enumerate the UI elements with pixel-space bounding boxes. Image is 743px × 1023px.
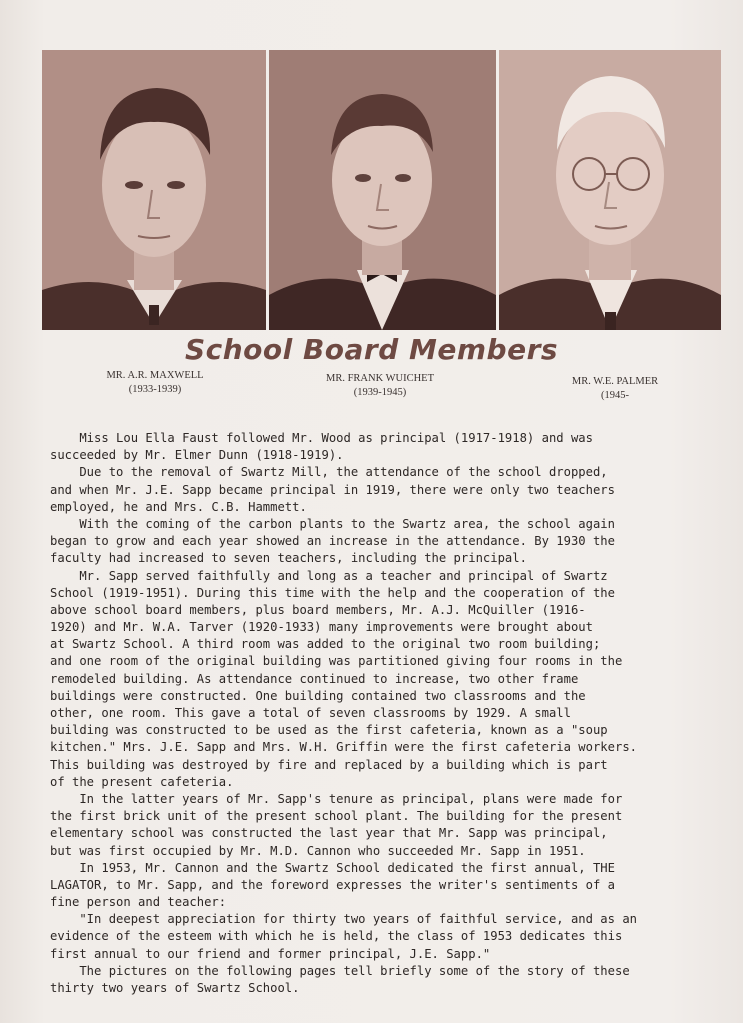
- member-years: (1939-1945): [353, 387, 407, 398]
- text-line: evidence of the esteem with which he is held, the class of 1953 dedicates this: [50, 929, 623, 944]
- member-name: MR. W.E. PALMER: [571, 376, 659, 387]
- caption-member-2: [300, 372, 460, 400]
- text-line: faculty had increased to seven teachers, including the principal.: [50, 551, 527, 566]
- text-line: Mr. Sapp served faithfully and long as a teacher and principal of Swartz: [50, 568, 608, 583]
- text-line: building was constructed to be used as the first cafeteria, known as a "soup: [50, 723, 608, 738]
- text-line: began to grow and each year showed an increase in the attendance. By 1930 the: [50, 534, 615, 549]
- text-line: and when Mr. J.E. Sapp became principal in 1919, there were only two teachers: [50, 482, 615, 497]
- member-name: MR. A.R. MAXWELL: [106, 370, 204, 381]
- text-line: other, one room. This gave a total of seven classrooms by 1929. A small: [50, 706, 571, 720]
- history-text: [50, 430, 715, 997]
- caption-member-3: [540, 375, 690, 403]
- text-line: the first brick unit of the present school plant. The building for the present: [50, 809, 623, 824]
- member-name: MR. FRANK WUICHET: [325, 373, 435, 384]
- text-line: and one room of the original building was partitioned giving four rooms in the: [50, 654, 623, 669]
- text-line: remodeled building. As attendance continued to increase, two other frame: [50, 671, 579, 686]
- portrait-palmer: [499, 50, 721, 330]
- text-line: Due to the removal of Swartz Mill, the attendance of the school dropped,: [50, 465, 608, 480]
- member-years: (1933-1939): [128, 384, 182, 395]
- text-line: This building was destroyed by fire and replaced by a building which is part: [50, 757, 608, 772]
- caption-member-1: [80, 369, 230, 397]
- text-line: LAGATOR, to Mr. Sapp, and the foreword expresses the writer's sentiments of a: [50, 877, 615, 892]
- text-line: at Swartz School. A third room was added to the original two room building;: [50, 637, 601, 652]
- text-line: but was first occupied by Mr. M.D. Cannon who succeeded Mr. Sapp in 1951.: [50, 843, 586, 858]
- text-line: buildings were constructed. One building contained two classrooms and the: [50, 688, 586, 703]
- portrait-wuichet: [269, 50, 496, 330]
- text-line: "In deepest appreciation for thirty two years of faithful service, and as an: [50, 912, 637, 927]
- text-line: In the latter years of Mr. Sapp's tenure as principal, plans were made for: [50, 791, 623, 806]
- text-line: employed, he and Mrs. C.B. Hammett.: [50, 499, 307, 514]
- page-heading: School Board Members: [184, 333, 559, 366]
- text-line: thirty two years of Swartz School.: [50, 981, 300, 995]
- text-line: kitchen." Mrs. J.E. Sapp and Mrs. W.H. Griffin were the first cafeteria workers.: [50, 740, 637, 755]
- text-line: first annual to our friend and former principal, J.E. Sapp.": [50, 946, 491, 961]
- text-line: succeeded by Mr. Elmer Dunn (1918-1919).: [50, 448, 344, 463]
- portrait-maxwell: [42, 50, 266, 330]
- text-line: With the coming of the carbon plants to the Swartz area, the school again: [50, 516, 615, 531]
- text-line: Miss Lou Ella Faust followed Mr. Wood as principal (1917-1918) and was: [50, 431, 593, 445]
- text-line: School (1919-1951). During this time with the help and the cooperation of the: [50, 585, 615, 600]
- text-line: fine person and teacher:: [50, 895, 227, 910]
- text-line: 1920) and Mr. W.A. Tarver (1920-1933) many improvements were brought about: [50, 620, 593, 635]
- text-line: of the present cafeteria.: [50, 774, 234, 789]
- text-line: elementary school was constructed the last year that Mr. Sapp was principal,: [50, 826, 608, 841]
- text-line: above school board members, plus board members, Mr. A.J. McQuiller (1916-: [50, 602, 586, 617]
- text-line: In 1953, Mr. Cannon and the Swartz School dedicated the first annual, THE: [50, 860, 615, 875]
- text-line: The pictures on the following pages tell briefly some of the story of these: [50, 963, 630, 978]
- member-years: (1945-: [601, 390, 629, 401]
